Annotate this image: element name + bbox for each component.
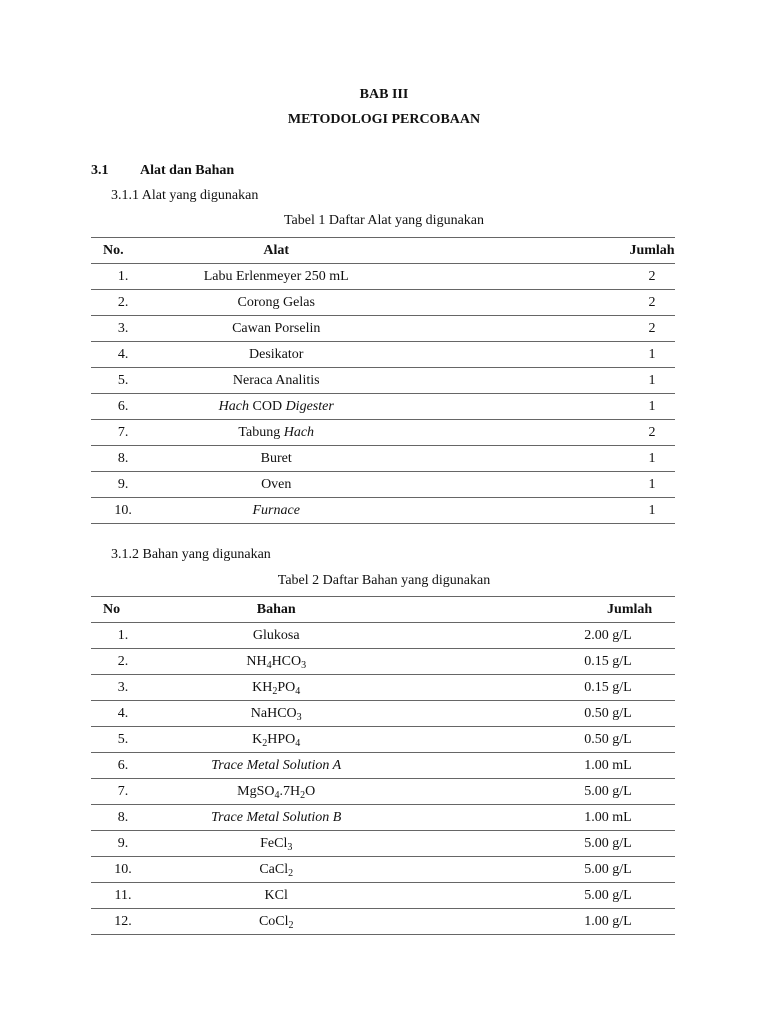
row-name: $KH_2PO_4$ xyxy=(155,675,397,701)
row-qty: 0.15 g/L xyxy=(584,675,675,701)
row-no: 10. xyxy=(91,857,155,883)
table-row xyxy=(91,498,675,524)
row-name: Tabung Hach xyxy=(155,420,397,446)
row-name: Corong Gelas xyxy=(155,290,397,316)
row-qty: 5.00 g/L xyxy=(584,857,675,883)
row-name: Trace Metal Solution B xyxy=(155,805,397,831)
row-no: 12. xyxy=(91,909,155,935)
chapter-number: BAB III xyxy=(359,87,409,102)
subsection-tools-title: 3.1.1 Alat yang digunakan xyxy=(111,188,259,203)
row-no: 3. xyxy=(91,675,155,701)
row-name: Labu Erlenmeyer 250 mL xyxy=(155,264,397,290)
row-no: 4. xyxy=(91,701,155,727)
row-qty: 5.00 g/L xyxy=(584,883,675,909)
table-row xyxy=(91,264,675,290)
subsection-materials-title: 3.1.2 Bahan yang digunakan xyxy=(111,547,271,562)
table-row xyxy=(91,446,675,472)
row-no: 6. xyxy=(91,394,155,420)
row-name: Cawan Porselin xyxy=(155,316,397,342)
row-no: 5. xyxy=(91,368,155,394)
row-name: Glukosa xyxy=(155,623,397,649)
row-no: 6. xyxy=(91,753,155,779)
section-title: Alat dan Bahan xyxy=(140,163,235,178)
row-name: Trace Metal Solution A xyxy=(155,753,397,779)
row-qty: 1 xyxy=(629,498,675,524)
row-no: 5. xyxy=(91,727,155,753)
row-no: 9. xyxy=(91,472,155,498)
tools-table xyxy=(91,237,675,524)
spacer xyxy=(397,238,629,264)
header-name: Alat xyxy=(155,238,397,264)
row-name: KCl xyxy=(155,883,397,909)
header-qty: Jumlah xyxy=(629,238,675,264)
header-no: No. xyxy=(91,238,155,264)
section-heading xyxy=(91,163,234,179)
table-row xyxy=(91,472,675,498)
row-name: Buret xyxy=(155,446,397,472)
row-no: 7. xyxy=(91,420,155,446)
table-row xyxy=(91,649,675,675)
row-name: CoCl$_2$ xyxy=(155,909,397,935)
row-qty: 1 xyxy=(629,472,675,498)
row-no: 2. xyxy=(91,290,155,316)
row-qty: 0.15 g/L xyxy=(584,649,675,675)
row-no: 1. xyxy=(91,623,155,649)
row-qty: 0.50 g/L xyxy=(584,727,675,753)
table-row xyxy=(91,779,675,805)
row-qty: 1.00 mL xyxy=(584,753,675,779)
table-row xyxy=(91,290,675,316)
row-qty: 2 xyxy=(629,420,675,446)
table-row xyxy=(91,368,675,394)
row-qty: 2 xyxy=(629,316,675,342)
row-qty: 1.00 mL xyxy=(584,805,675,831)
row-name: NaHCO$_3$ xyxy=(155,701,397,727)
table-row xyxy=(91,753,675,779)
table-row xyxy=(91,831,675,857)
table-header-row xyxy=(91,238,675,264)
row-qty: 1 xyxy=(629,342,675,368)
table-row xyxy=(91,909,675,935)
table-materials-caption: Tabel 2 Daftar Bahan yang digunakan xyxy=(277,573,491,588)
row-no: 8. xyxy=(91,805,155,831)
row-qty: 2.00 g/L xyxy=(584,623,675,649)
row-name: FeCl$_3$ xyxy=(155,831,397,857)
row-no: 10. xyxy=(91,498,155,524)
row-no: 11. xyxy=(91,883,155,909)
table-row xyxy=(91,727,675,753)
section-number: 3.1 xyxy=(91,163,109,178)
row-qty: 1 xyxy=(629,446,675,472)
row-no: 9. xyxy=(91,831,155,857)
row-name: Desikator xyxy=(155,342,397,368)
table-row xyxy=(91,857,675,883)
header-name: Bahan xyxy=(155,597,397,623)
table-row xyxy=(91,420,675,446)
row-qty: 1 xyxy=(629,368,675,394)
row-no: 3. xyxy=(91,316,155,342)
row-qty: 0.50 g/L xyxy=(584,701,675,727)
table-row xyxy=(91,316,675,342)
table-row xyxy=(91,623,675,649)
row-name: $K_2HPO_4$ xyxy=(155,727,397,753)
table-header-row xyxy=(91,597,675,623)
row-name: Furnace xyxy=(155,498,397,524)
row-name: CaCl$_2$ xyxy=(155,857,397,883)
table-row xyxy=(91,805,675,831)
materials-table xyxy=(91,596,675,935)
header-no: No xyxy=(91,597,155,623)
header-qty: Jumlah xyxy=(584,597,675,623)
row-qty: 2 xyxy=(629,290,675,316)
table-row xyxy=(91,394,675,420)
row-name: $MgSO_4.7H_2O$ xyxy=(155,779,397,805)
row-qty: 2 xyxy=(629,264,675,290)
table-row xyxy=(91,883,675,909)
row-name: Oven xyxy=(155,472,397,498)
row-no: 8. xyxy=(91,446,155,472)
row-name: Neraca Analitis xyxy=(155,368,397,394)
row-qty: 5.00 g/L xyxy=(584,779,675,805)
chapter-title: METODOLOGI PERCOBAAN xyxy=(287,112,481,127)
spacer xyxy=(397,597,584,623)
row-qty: 1.00 g/L xyxy=(584,909,675,935)
row-name: Hach COD Digester xyxy=(155,394,397,420)
row-no: 2. xyxy=(91,649,155,675)
table-row xyxy=(91,342,675,368)
table-row xyxy=(91,701,675,727)
row-qty: 5.00 g/L xyxy=(584,831,675,857)
table-tools-caption: Tabel 1 Daftar Alat yang digunakan xyxy=(283,213,484,228)
row-no: 7. xyxy=(91,779,155,805)
row-qty: 1 xyxy=(629,394,675,420)
row-no: 4. xyxy=(91,342,155,368)
row-no: 1. xyxy=(91,264,155,290)
row-name: $NH_4HCO_3$ xyxy=(155,649,397,675)
table-row xyxy=(91,675,675,701)
